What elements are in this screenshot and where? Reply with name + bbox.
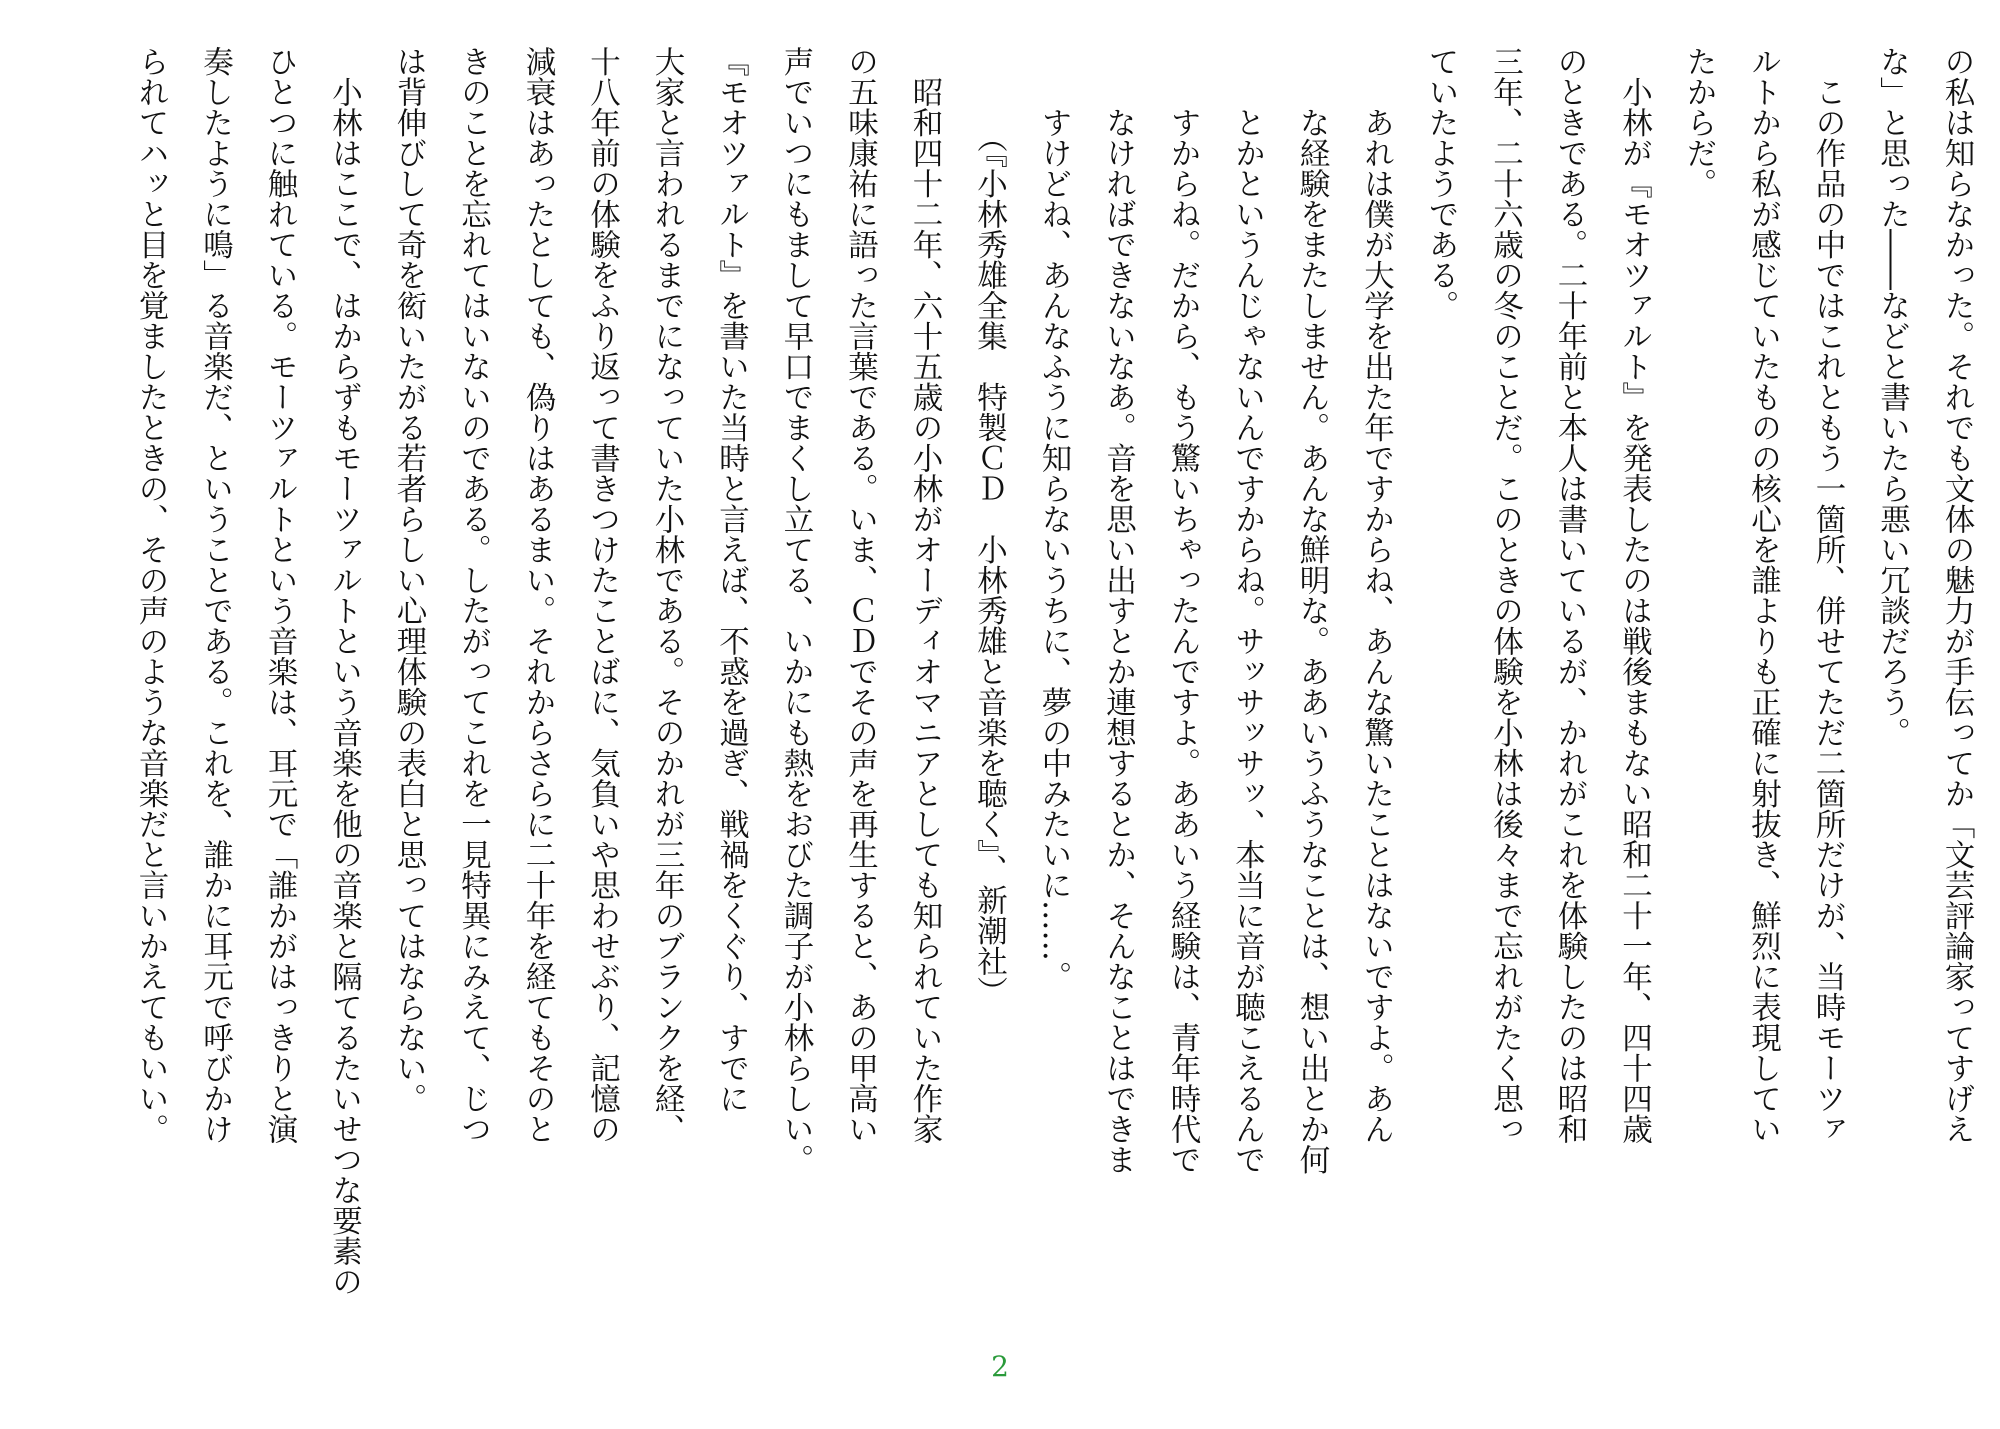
text-line: 減衰はあったとしても、偽りはあるまい。それからさらに二十年を経てもそのと: [520, 46, 555, 1144]
quote-line: あれは僕が大学を出た年ですからね、あんな驚いたことはないですよ。あん: [1358, 107, 1394, 1144]
text-line: 小林はここで、はからずもモーツァルトという音楽を他の音楽と隔てるたいせつな要素の: [326, 46, 362, 1297]
text-line: ひとつに触れている。モーツァルトという音楽は、耳元で「誰かがはっきりと演: [262, 46, 297, 1144]
text-line: 昭和四十二年、六十五歳の小林がオーディオマニアとしても知られていた作家: [907, 46, 942, 1144]
text-line: のときである。二十年前と本人は書いているが、かれがこれを体験したのは昭和: [1552, 46, 1587, 1144]
text-line: 小林が『モオツァルト』を発表したのは戦後まもない昭和二十一年、四十四歳: [1616, 46, 1652, 1144]
quote-line: （『小林秀雄全集 特製ＣＤ 小林秀雄と音楽を聴く』、新潮社）: [971, 107, 1007, 1007]
quote-line: なければできないなあ。音を思い出すとか連想するとか、そんなことはできま: [1100, 107, 1136, 1175]
text-line: この作品の中ではこれともう一箇所、併せてただ二箇所だけが、当時モーツァ: [1810, 46, 1845, 1144]
vertical-text-body: [118, 46, 1989, 1386]
page-number: 2: [991, 1350, 1009, 1383]
text-line: 十八年前の体験をふり返って書きつけたことばに、気負いや思わせぶり、記憶の: [584, 46, 620, 1144]
text-line: は背伸びして奇を衒いたがる若者らしい心理体験の表白と思ってはならない。: [391, 46, 426, 1114]
text-line: の私は知らなかった。それでも文体の魅力が手伝ってか「文芸評論家ってすげえ: [1939, 46, 1974, 1144]
quote-line: とかというんじゃないんですからね。サッサッサッ、本当に音が聴こえるんで: [1229, 107, 1265, 1175]
text-line: 大家と言われるまでになっていた小林である。そのかれが三年のブランクを経、: [649, 46, 684, 1144]
text-line: ていたようである。: [1423, 46, 1458, 321]
text-line: 三年、二十六歳の冬のことだ。このときの体験を小林は後々まで忘れがたく思っ: [1487, 46, 1523, 1144]
quote-line: すけどね、あんなふうに知らないうちに、夢の中みたいに……。: [1036, 107, 1071, 992]
text-line: 『モオツァルト』を書いた当時と言えば、不惑を過ぎ、戦禍をくぐり、すでに: [713, 46, 749, 1114]
quote-line: すからね。だから、もう驚いちゃったんですよ。ああいう経験は、青年時代で: [1165, 107, 1200, 1175]
quote-line: な経験をまたしません。あんな鮮明な。ああいうふうなことは、想い出とか何: [1294, 107, 1329, 1175]
text-line: たからだ。: [1681, 46, 1716, 199]
text-line: な」と思った――などと書いたら悪い冗談だろう。: [1874, 46, 1910, 748]
text-line: ルトから私が感じていたものの核心を誰よりも正確に射抜き、鮮烈に表現してい: [1745, 46, 1781, 1144]
text-line: の五味康祐に語った言葉である。いま、ＣＤでその声を再生すると、あの甲高い: [842, 46, 878, 1144]
text-line: きのことを忘れてはいないのである。したがってこれを一見特異にみえて、じつ: [455, 46, 491, 1144]
text-line: 奏したように鳴」る音楽だ、ということである。これを、誰かに耳元で呼びかけ: [197, 46, 233, 1144]
text-line: られてハッと目を覚ましたときの、その声のような音楽だと言いかえてもいい。: [133, 46, 168, 1144]
text-line: 声でいつにもまして早口でまくし立てる、いかにも熱をおびた調子が小林らしい。: [778, 46, 813, 1175]
